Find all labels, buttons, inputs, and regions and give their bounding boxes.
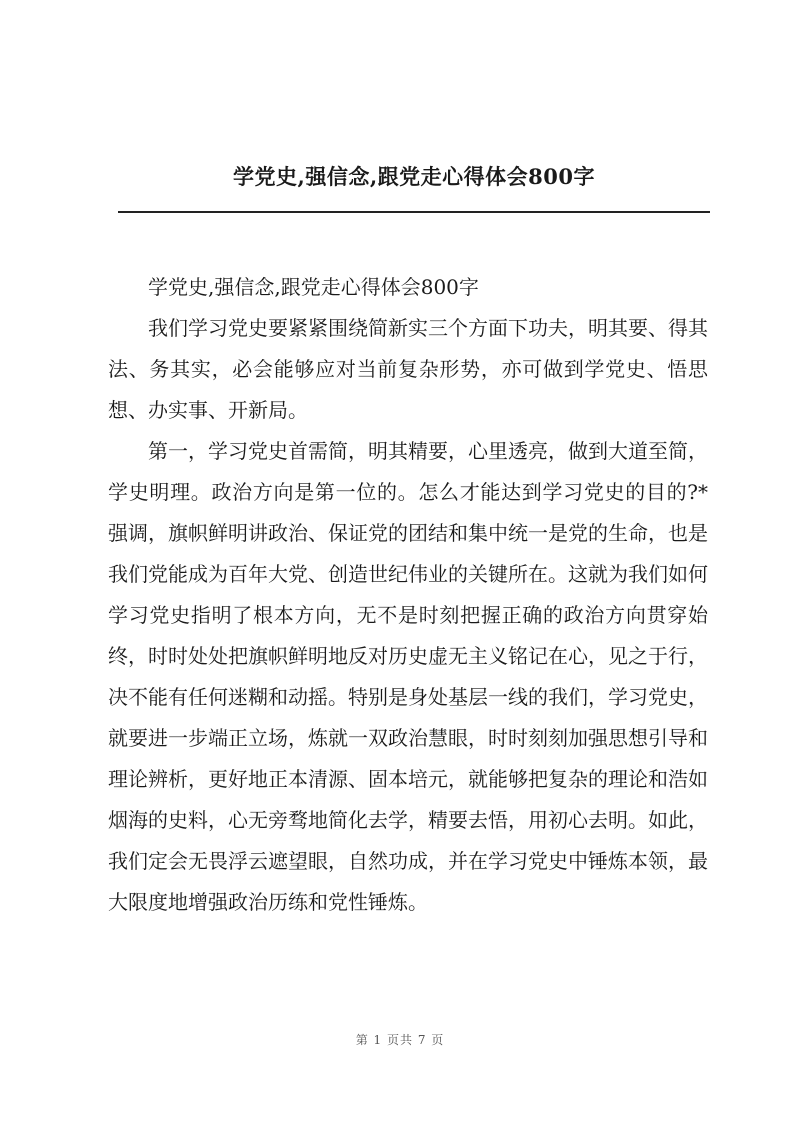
document-body (108, 267, 708, 923)
document-title: 学党史,强信念,跟党走心得体会800字 (233, 164, 595, 189)
title-divider (118, 211, 710, 213)
body-paragraph: 第一，学习党史首需简，明其精要，心里透亮，做到大道至简，学史明理。政治方向是第一位的。怎么才能达到学习党史的目的?*强调，旗帜鲜明讲政治、保证党的团结和集中统一是党的生命，也是我们党能成为百年大党、创造世纪伟业的关键所在。这就为我们如何学习党史指明了根本方向，无不是时刻把握正确的政治方向贯穿始终，时时处处把旗帜鲜明地反对历史虚无主义铭记在心，见之于行，决不能有任何迷糊和动摇。特别是身处基层一线的我们，学习党史，就要进一步端正立场，炼就一双政治慧眼，时时刻刻加强思想引导和理论辨析，更好地正本清源、固本培元，就能够把复杂的理论和浩如烟海的史料，心无旁骛地简化去学，精要去悟，用初心去明。如此，我们定会无畏浮云遮望眼，自然功成，并在学习党史中锤炼本领，最大限度地增强政治历练和党性锤炼。 (108, 439, 708, 914)
body-paragraph: 我们学习党史要紧紧围绕简新实三个方面下功夫，明其要、得其法、务其实，必会能够应对当前复杂形势，亦可做到学党史、悟思想、办实事、开新局。 (108, 316, 708, 422)
body-paragraph: 学党史,强信念,跟党走心得体会800字 (148, 275, 479, 299)
page-number-footer: 第 1 页共 7 页 (355, 1033, 445, 1047)
